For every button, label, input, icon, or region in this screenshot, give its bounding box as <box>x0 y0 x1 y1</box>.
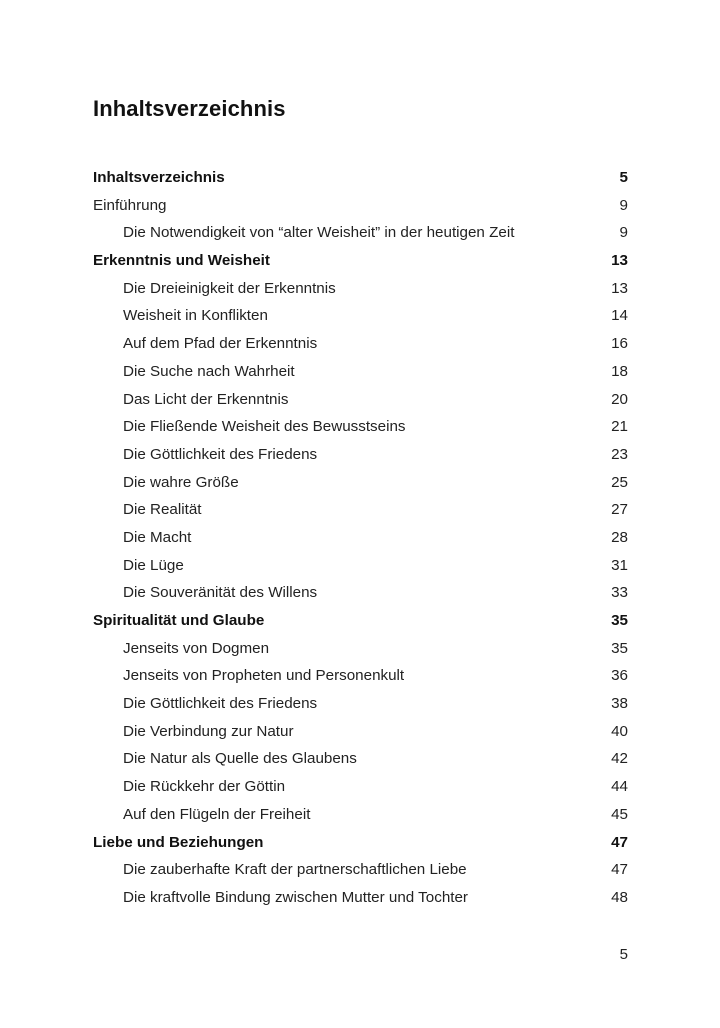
toc-entry-title: Jenseits von Propheten und Personenkult <box>123 667 405 685</box>
toc-section-entry[interactable] <box>93 635 628 663</box>
toc-section-entry[interactable] <box>93 330 628 358</box>
toc-entry-title: Die Fließende Weisheit des Bewusstseins <box>123 418 406 436</box>
toc-entry[interactable] <box>93 192 628 220</box>
toc-entry-title: Die Verbindung zur Natur <box>123 722 294 740</box>
toc-entry-page: 13 <box>611 279 628 297</box>
toc-entry-page: 47 <box>611 861 628 879</box>
toc-entry-title: Liebe und Beziehungen <box>93 833 264 851</box>
toc-section-entry[interactable] <box>93 884 628 912</box>
toc-section-entry[interactable] <box>93 856 628 884</box>
toc-entry-title: Auf den Flügeln der Freiheit <box>123 805 311 823</box>
toc-entry-page: 40 <box>611 722 628 740</box>
toc-entry-page: 44 <box>611 778 628 796</box>
toc-entry-title: Die Realität <box>123 501 202 519</box>
toc-entry-page: 38 <box>611 695 628 713</box>
toc-entry-title: Die Dreieinigkeit der Erkenntnis <box>123 279 336 297</box>
toc-entry-page: 45 <box>611 805 628 823</box>
toc-entry-title: Die Suche nach Wahrheit <box>123 362 295 380</box>
toc-section-entry[interactable] <box>93 745 628 773</box>
toc-entry-page: 18 <box>611 362 628 380</box>
toc-entry-title: Die Natur als Quelle des Glaubens <box>123 750 357 768</box>
toc-section-entry[interactable] <box>93 690 628 718</box>
toc-section-entry[interactable] <box>93 302 628 330</box>
toc-entry-page: 27 <box>611 501 628 519</box>
toc-chapter-entry[interactable] <box>93 607 628 635</box>
toc-entry-page: 9 <box>619 224 628 242</box>
toc-entry-title: Jenseits von Dogmen <box>123 639 270 657</box>
page-title: Inhaltsverzeichnis <box>93 96 286 121</box>
toc-section-entry[interactable] <box>93 524 628 552</box>
toc-entry-page: 35 <box>611 639 628 657</box>
toc-entry-title: Die Göttlichkeit des Friedens <box>123 445 318 463</box>
toc-entry-title: Die Göttlichkeit des Friedens <box>123 695 318 713</box>
toc-entry-title: Die zauberhafte Kraft der partnerschaftlichen Liebe <box>123 861 467 879</box>
toc-chapter-entry[interactable] <box>93 829 628 857</box>
toc-chapter-entry[interactable] <box>93 247 628 275</box>
toc-section-entry[interactable] <box>93 386 628 414</box>
toc-entry-title: Die Rückkehr der Göttin <box>123 778 286 796</box>
toc-entry-title: Weisheit in Konflikten <box>123 307 268 325</box>
toc-entry-page: 33 <box>611 584 628 602</box>
toc-entry-page: 48 <box>611 888 628 906</box>
toc-section-entry[interactable] <box>93 469 628 497</box>
toc-entry-title: Erkenntnis und Weisheit <box>93 252 270 270</box>
toc-entry-page: 23 <box>611 445 628 463</box>
toc-section-entry[interactable] <box>93 358 628 386</box>
toc-section-entry[interactable] <box>93 718 628 746</box>
toc-entry-page: 13 <box>611 252 628 270</box>
toc-section-entry[interactable] <box>93 441 628 469</box>
toc-entry-title: Die kraftvolle Bindung zwischen Mutter und Tochter <box>123 888 468 906</box>
toc-section-entry[interactable] <box>93 275 628 303</box>
toc-entry-title: Spiritualität und Glaube <box>93 612 265 629</box>
toc-section-entry[interactable] <box>93 219 628 247</box>
page-number: 5 <box>619 946 628 963</box>
toc-section-entry[interactable] <box>93 496 628 524</box>
toc-chapter-entry[interactable] <box>93 164 628 192</box>
toc-entry-title: Auf dem Pfad der Erkenntnis <box>123 335 318 353</box>
toc-entry-title: Die wahre Größe <box>123 473 239 491</box>
toc-entry-page: 25 <box>611 473 628 491</box>
toc-entry-title: Die Souveränität des Willens <box>123 584 318 602</box>
toc-entry-page: 16 <box>611 335 628 353</box>
toc-section-entry[interactable] <box>93 552 628 580</box>
toc-entry-page: 21 <box>611 418 628 436</box>
toc-entry-page: 28 <box>611 528 628 546</box>
toc-entry-title: Einführung <box>93 196 167 214</box>
toc-entry-page: 35 <box>611 612 628 629</box>
toc-entry-title: Die Lüge <box>123 556 184 574</box>
toc-entry-page: 42 <box>611 750 628 768</box>
toc-section-entry[interactable] <box>93 773 628 801</box>
toc-entry-title: Inhaltsverzeichnis <box>93 169 225 186</box>
table-of-contents <box>93 164 628 912</box>
toc-entry-page: 14 <box>611 307 628 325</box>
toc-section-entry[interactable] <box>93 662 628 690</box>
toc-entry-page: 31 <box>611 556 628 574</box>
toc-section-entry[interactable] <box>93 413 628 441</box>
toc-entry-title: Die Notwendigkeit von “alter Weisheit” in der heutigen Zeit <box>123 224 515 242</box>
toc-section-entry[interactable] <box>93 801 628 829</box>
toc-section-entry[interactable] <box>93 579 628 607</box>
toc-entry-page: 5 <box>619 169 628 186</box>
toc-entry-title: Das Licht der Erkenntnis <box>123 390 289 408</box>
toc-entry-page: 36 <box>611 667 628 685</box>
toc-entry-page: 9 <box>619 196 628 214</box>
toc-entry-page: 20 <box>611 390 628 408</box>
toc-entry-title: Die Macht <box>123 528 192 546</box>
toc-entry-page: 47 <box>611 833 628 851</box>
